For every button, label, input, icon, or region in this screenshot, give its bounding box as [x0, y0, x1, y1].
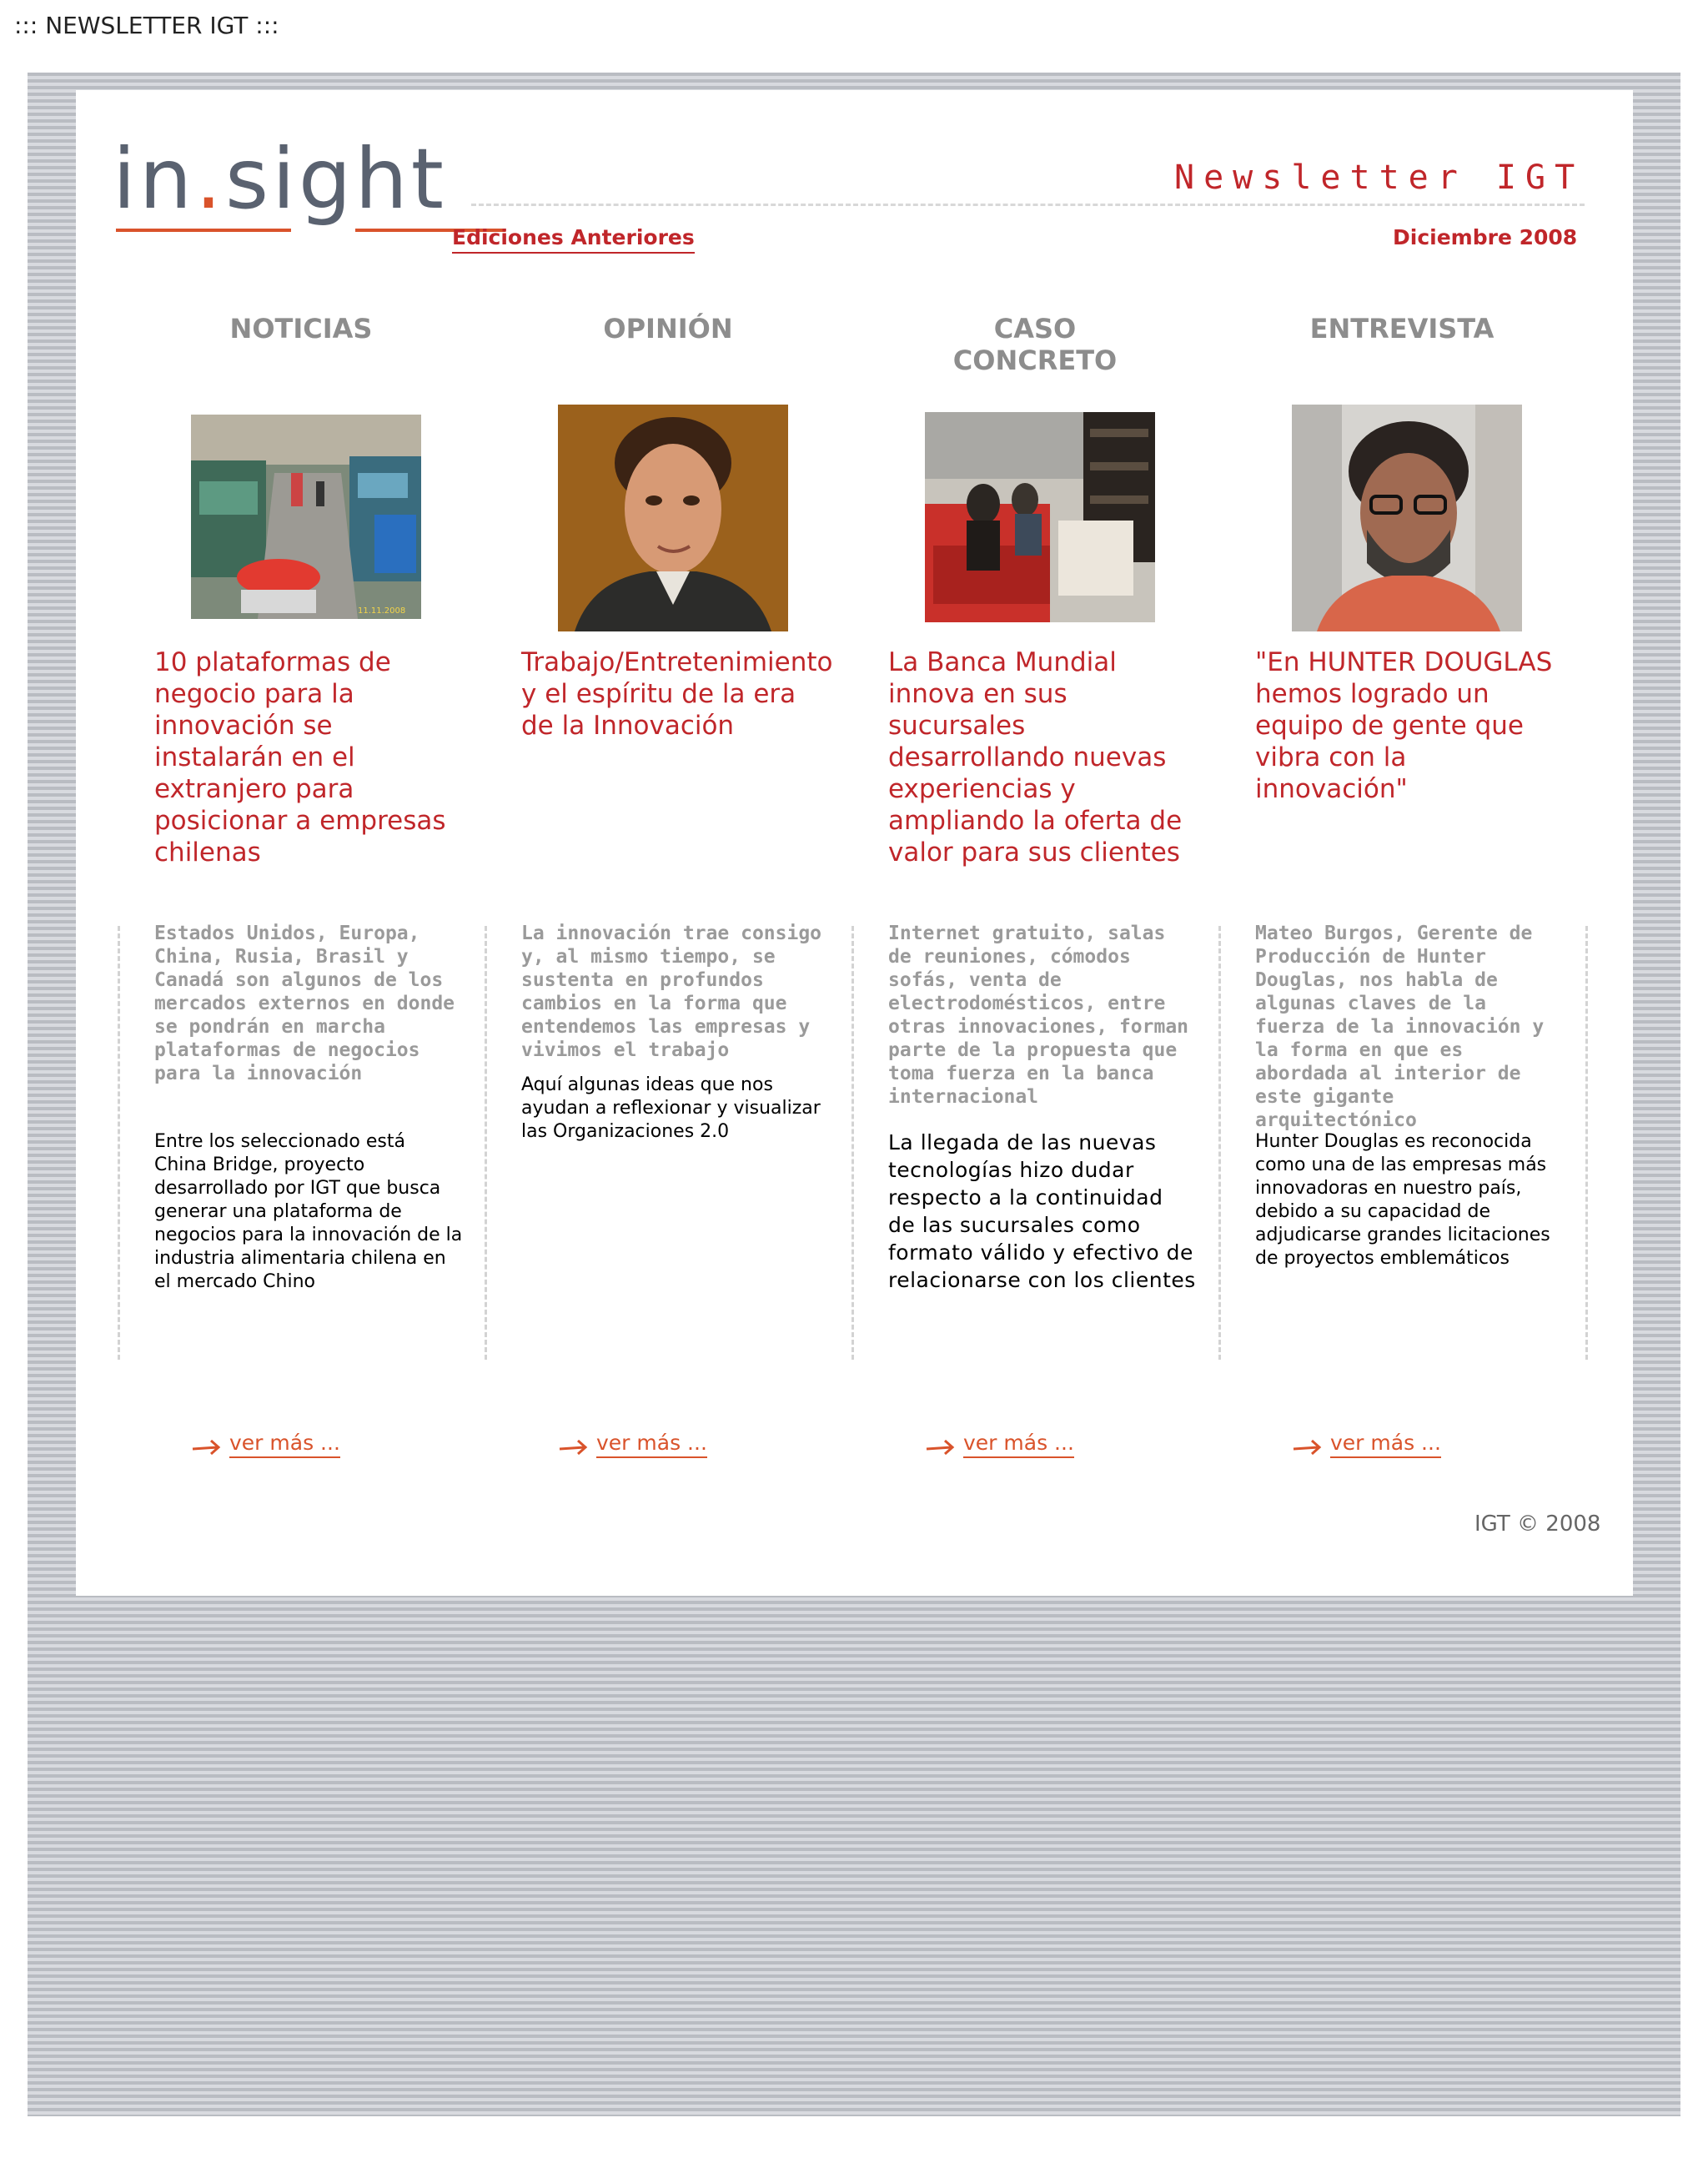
article-body: La llegada de las nuevas tecnologías hizo dudar respecto a la continuidad de las sucursales como formato válido y efectivo de relacionarse con los clientes	[888, 1130, 1196, 1292]
article-body: Aquí algunas ideas que nos ayudan a reflexionar y visualizar las Organizaciones 2.0	[521, 1074, 821, 1142]
supermarket-photo[interactable]	[191, 415, 421, 619]
column-divider	[118, 926, 120, 1360]
ver-mas-label: ver más ...	[229, 1431, 340, 1458]
article-title-link[interactable]: La Banca Mundial innova en sus sucursales desarrollando nuevas experiencias y ampliando la oferta de valor para sus clientes	[888, 647, 1183, 868]
column-divider	[1218, 926, 1221, 1360]
edition-date: Diciembre 2008	[1393, 225, 1578, 249]
header-divider	[471, 204, 1585, 206]
article-lead: La innovación trae consigo y, al mismo tiempo, se sustenta en profundos cambios en la forma que entendemos las empresas y vivimos el trabajo	[521, 923, 822, 1061]
column-divider	[485, 926, 487, 1360]
ver-mas-label: ver más ...	[963, 1431, 1074, 1458]
section-heading: CASO CONCRETO	[952, 313, 1118, 376]
article-title-link[interactable]: 10 plataformas de negocio para la innovación se instalarán en el extranjero para posicionar a empresas chilenas	[154, 647, 446, 868]
logo-in: in	[113, 130, 196, 228]
article-body: Entre los seleccionado está China Bridge, proyecto desarrollado por IGT que busca generar una plataforma de negocios para la innovación de la industria alimentaria chilena en el mercado Chino	[154, 1131, 463, 1292]
article-title-link[interactable]: "En HUNTER DOUGLAS hemos logrado un equipo de gente que vibra con la innovación"	[1255, 647, 1553, 804]
portrait-photo[interactable]	[558, 405, 788, 631]
article-lead: Mateo Burgos, Gerente de Producción de Hunter Douglas, nos habla de algunas claves de la fuerza de la innovación y la forma en que es abordada al interior de este gigante arquitectónico	[1255, 923, 1545, 1131]
copyright: IGT © 2008	[1474, 1512, 1601, 1537]
article-body: Hunter Douglas es reconocida como una de las empresas más innovadoras en nuestro país, debido a su capacidad de adjudicarse grandes licitaciones de proyectos emblemáticos	[1255, 1131, 1550, 1269]
ediciones-anteriores-link[interactable]: Ediciones Anteriores	[452, 225, 695, 254]
logo-sight: sight	[224, 130, 447, 228]
column-divider	[851, 926, 854, 1360]
arrow-right-icon	[1292, 1437, 1324, 1457]
logo-dot: .	[195, 130, 225, 228]
window-title: ::: NEWSLETTER IGT :::	[14, 12, 279, 39]
section-heading: NOTICIAS	[229, 313, 373, 345]
arrow-right-icon	[925, 1437, 957, 1457]
article-title-link[interactable]: Trabajo/Entretenimiento y el espíritu de la era de la Innovación	[521, 647, 833, 741]
arrow-right-icon	[558, 1437, 590, 1457]
article-lead: Internet gratuito, salas de reuniones, cómodos sofás, venta de electrodomésticos, entre otras innovaciones, forman parte de la propuesta que toma fuerza en la banca internacional	[888, 923, 1189, 1108]
section-heading: OPINIÓN	[603, 313, 733, 345]
newsletter-title: Newsletter IGT	[1174, 158, 1585, 197]
ver-mas-label: ver más ...	[1330, 1431, 1441, 1458]
svg-text:11.11.2008: 11.11.2008	[358, 606, 406, 616]
section-heading: ENTREVISTA	[1309, 313, 1494, 345]
bearded-man-photo[interactable]	[1292, 405, 1522, 631]
insight-logo	[113, 130, 447, 228]
newsletter-panel	[76, 90, 1633, 1596]
bank-lounge-photo[interactable]	[925, 412, 1155, 622]
arrow-right-icon	[191, 1437, 223, 1457]
logo-underline-left	[116, 229, 291, 232]
article-lead: Estados Unidos, Europa, China, Rusia, Brasil y Canadá son algunos de los mercados externos en donde se pondrán en marcha plataformas de negocios para la innovación	[154, 923, 455, 1084]
ver-mas-label: ver más ...	[596, 1431, 707, 1458]
column-divider	[1585, 926, 1588, 1360]
